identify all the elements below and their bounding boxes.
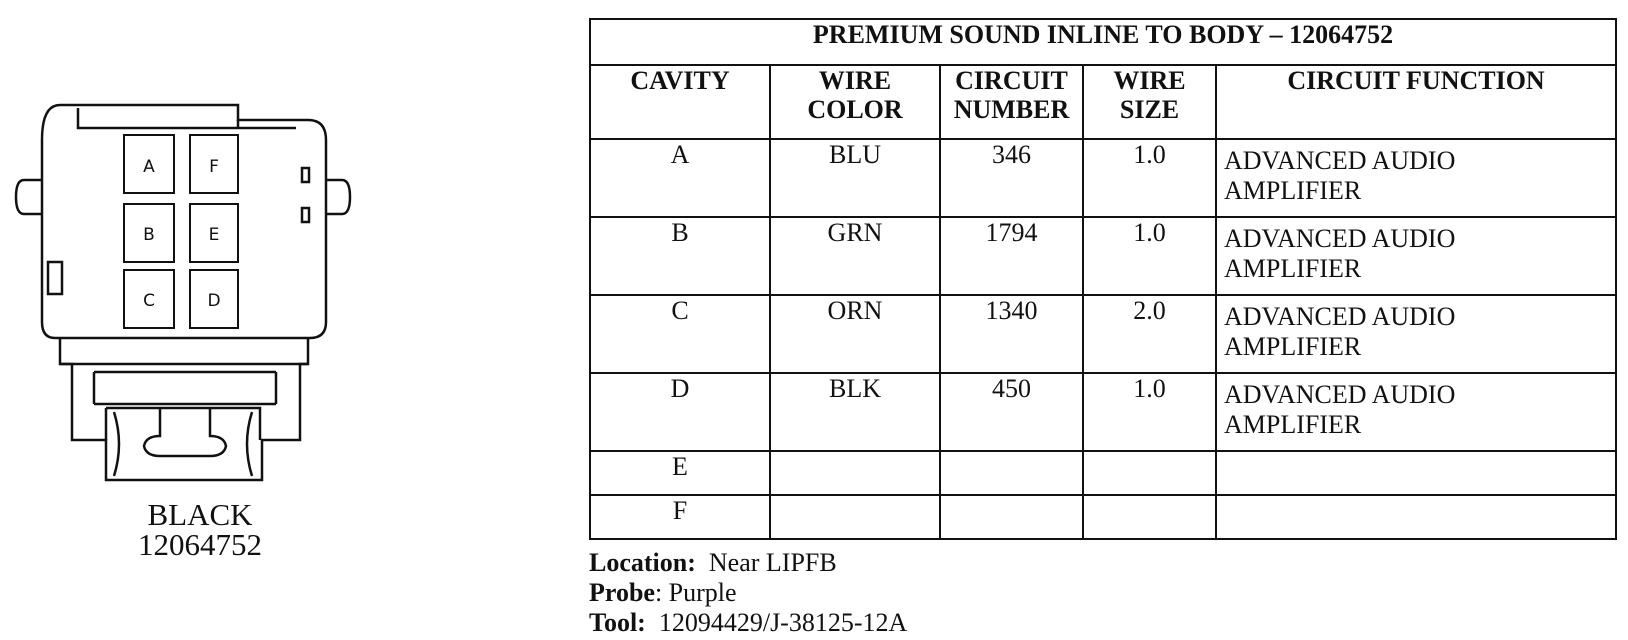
cell-wire-color: BLU	[770, 139, 940, 217]
cavity-a-label: A	[143, 157, 155, 177]
cell-cavity: E	[590, 451, 770, 495]
header-circuit-function: CIRCUIT FUNCTION	[1216, 65, 1616, 139]
header-wire-color: WIRE COLOR	[770, 65, 940, 139]
connector-color-label: BLACK	[147, 497, 253, 532]
table-row	[590, 139, 1616, 217]
tool-note: Tool: 12094429/J-38125-12A	[589, 608, 908, 637]
cell-circuit-function: ADVANCED AUDIO AMPLIFIER	[1216, 139, 1616, 217]
connector-notes	[589, 548, 907, 638]
table-row	[590, 295, 1616, 373]
cell-circuit-function: ADVANCED AUDIO AMPLIFIER	[1216, 373, 1616, 451]
cell-cavity: A	[590, 139, 770, 217]
cell-circuit-number: 346	[940, 139, 1083, 217]
cell-circuit-number: 1794	[940, 217, 1083, 295]
cell-circuit-number: 1340	[940, 295, 1083, 373]
right-ear	[326, 180, 350, 214]
cavity-e-label: E	[208, 225, 220, 245]
cavity-d-label: D	[207, 291, 221, 311]
location-note: Location: Near LIPFB	[589, 548, 837, 577]
header-wire-size: WIRE SIZE	[1083, 65, 1216, 139]
cell-circuit-function: ADVANCED AUDIO AMPLIFIER	[1216, 217, 1616, 295]
table-row	[590, 495, 1616, 539]
cell-circuit-function: ADVANCED AUDIO AMPLIFIER	[1216, 295, 1616, 373]
cell-cavity: C	[590, 295, 770, 373]
cell-cavity: F	[590, 495, 770, 539]
connector-part-number: 12064752	[138, 527, 262, 562]
connector-diagram	[0, 0, 380, 500]
table-row	[590, 217, 1616, 295]
cell-cavity: B	[590, 217, 770, 295]
cell-cavity: D	[590, 373, 770, 451]
cell-wire-size: 1.0	[1083, 139, 1216, 217]
cavity-f-label: F	[209, 157, 219, 177]
table-row	[590, 451, 1616, 495]
cell-wire-size: 1.0	[1083, 217, 1216, 295]
header-cavity: CAVITY	[590, 65, 770, 139]
table-title: PREMIUM SOUND INLINE TO BODY – 12064752	[590, 19, 1616, 65]
header-circuit-number: CIRCUIT NUMBER	[940, 65, 1083, 139]
connector-housing	[42, 105, 326, 338]
cell-wire-color: ORN	[770, 295, 940, 373]
probe-note: Probe: Purple	[589, 578, 737, 607]
cell-wire-color: GRN	[770, 217, 940, 295]
cell-wire-size: 1.0	[1083, 373, 1216, 451]
cell-circuit-number: 450	[940, 373, 1083, 451]
cavity-b-label: B	[143, 225, 155, 245]
left-ear	[16, 180, 42, 214]
cavity-grid	[124, 135, 238, 328]
pinout-table	[589, 18, 1617, 540]
cell-wire-color: BLK	[770, 373, 940, 451]
cell-wire-size: 2.0	[1083, 295, 1216, 373]
cavity-c-label: C	[143, 291, 155, 311]
table-row	[590, 373, 1616, 451]
